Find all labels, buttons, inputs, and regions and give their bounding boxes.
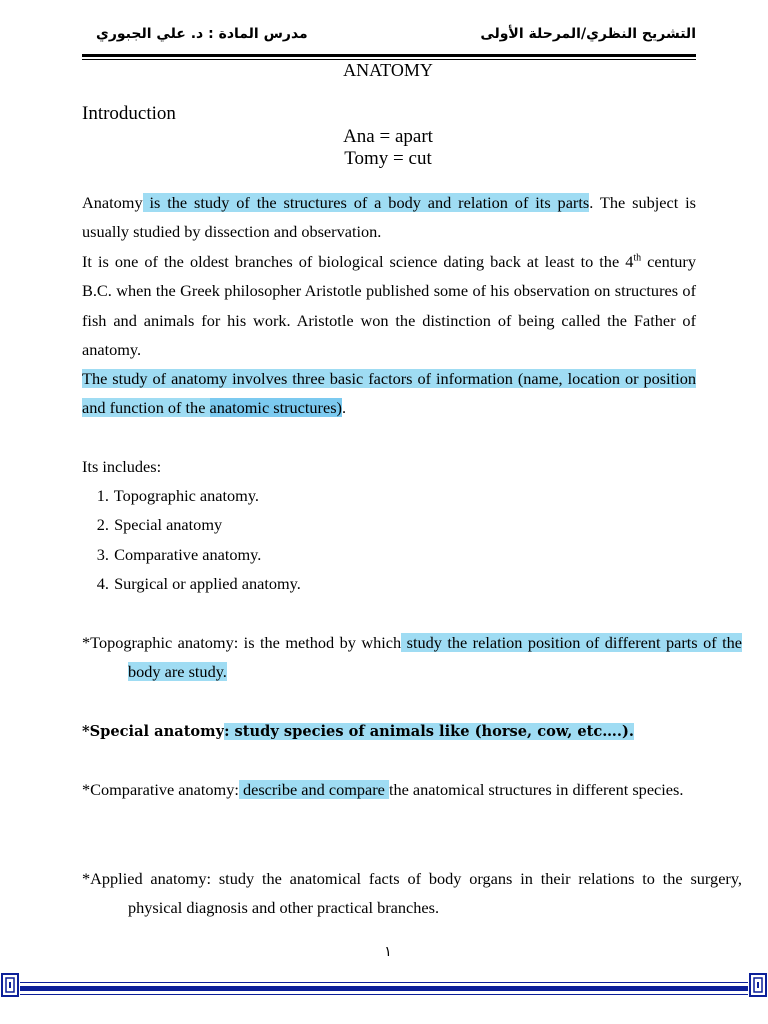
factors-end: . xyxy=(341,398,347,418)
history-paragraph xyxy=(82,247,696,364)
comparative-start: *Comparative anatomy: xyxy=(82,780,239,799)
topographic-start: *Topographic anatomy: is the method by which xyxy=(82,633,402,652)
list-item-label: Special anatomy xyxy=(114,515,223,535)
history-end: century B.C. when the Greek philosopher Aristotle published some of his observation on structures of fish and animals for his work. Aristotle won the distinction of being called the Father of anatomy. xyxy=(82,252,696,359)
list-item-number: 2. xyxy=(96,515,109,535)
border-corner-ornament-right xyxy=(746,970,768,1000)
definition-end: . The subject is usually studied by dissection and observation. xyxy=(82,193,696,242)
list-item-label: Comparative anatomy. xyxy=(114,544,262,564)
special-paragraph xyxy=(82,717,696,746)
topographic-paragraph xyxy=(82,628,742,687)
list-item-number: 1. xyxy=(96,486,109,505)
page-border-line xyxy=(20,982,748,983)
list-item xyxy=(82,540,301,569)
etymology-ana: Ana = apart xyxy=(343,126,433,147)
header-instructor: مدرس المادة : د. علي الجبوري xyxy=(96,26,308,42)
list-item-number: 3. xyxy=(96,544,109,564)
list-item-label: Topographic anatomy. xyxy=(113,486,259,505)
intro-heading: Introduction xyxy=(82,103,176,124)
page-border-bar xyxy=(20,986,748,991)
definition-highlight: is the study of the structures of a body and relation of its parts xyxy=(142,193,590,212)
list-item xyxy=(82,481,301,510)
list-item xyxy=(82,569,301,598)
list-item-label: Surgical or applied anatomy. xyxy=(114,573,301,593)
definition-paragraph xyxy=(82,188,696,247)
etymology-tomy: Tomy = cut xyxy=(344,148,432,169)
list-item xyxy=(82,510,301,539)
definition-start: Anatomy xyxy=(82,193,143,212)
page-title: ANATOMY xyxy=(343,60,433,80)
header-rule-thick xyxy=(82,54,696,57)
factors-highlight-strong: anatomic structures) xyxy=(209,398,342,418)
includes-list xyxy=(82,481,301,598)
special-start: *Special anatomy xyxy=(82,723,225,740)
history-start: It is one of the oldest branches of biological science dating back at least to the 4 xyxy=(82,252,634,271)
comparative-paragraph xyxy=(82,775,742,804)
page-number: ١ xyxy=(384,944,392,960)
topographic-highlight: study the relation position of different parts of the body are study. xyxy=(128,633,743,682)
header-course-title: التشريح النظري/المرحلة الأولى xyxy=(480,26,696,42)
special-highlight: : study species of animals like (horse, cow, etc….). xyxy=(224,723,634,740)
factors-paragraph xyxy=(82,364,696,423)
applied-paragraph: *Applied anatomy: study the anatomical facts of body organs in their relations to the surgery, physical diagnosis and other practical branches. xyxy=(82,869,742,918)
history-superscript: th xyxy=(633,252,642,264)
includes-heading: Its includes: xyxy=(82,457,162,476)
comparative-highlight: describe and compare xyxy=(238,780,389,799)
page-border-line xyxy=(20,994,748,995)
border-corner-ornament-left xyxy=(0,970,22,1000)
list-item-number: 4. xyxy=(96,573,109,593)
comparative-end: the anatomical structures in different species. xyxy=(388,780,684,799)
factors-highlight: The study of anatomy involves three basic factors of information (name, location or position and function of the xyxy=(82,369,696,418)
